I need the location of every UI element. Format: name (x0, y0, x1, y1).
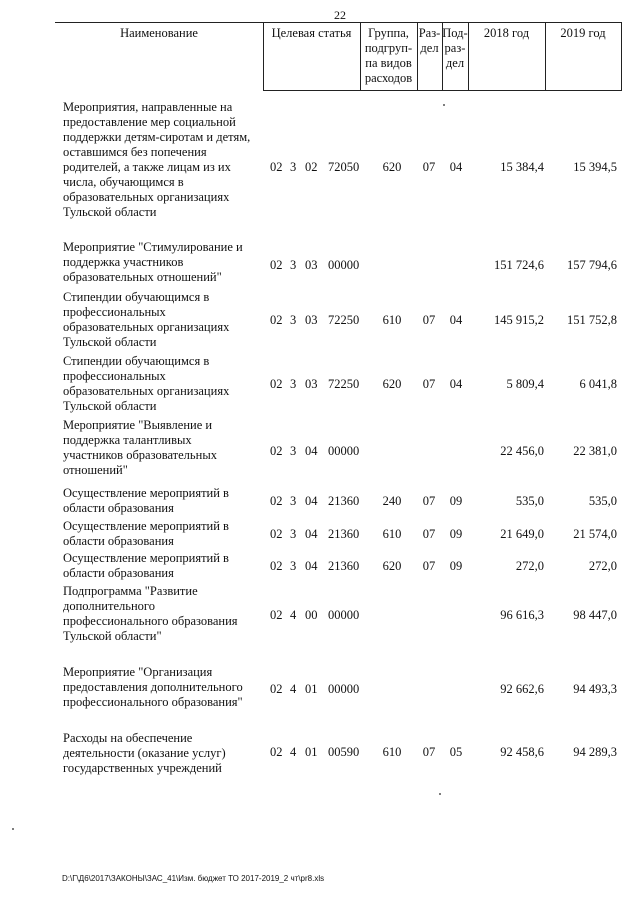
row-amount-2018: 5 809,4 (506, 377, 544, 391)
row-code-direction: 00000 (328, 608, 360, 622)
row-code-program: 02 (270, 745, 283, 759)
row-amount-2018: 96 616,3 (500, 608, 544, 622)
row-amount-2019: 535,0 (588, 494, 617, 508)
row-name: Мероприятие "Организация предоставления дополнительного профессионального образования" (63, 665, 243, 709)
row-amount-2018: 272,0 (515, 559, 544, 573)
row-code-subprogram: 3 (290, 444, 297, 458)
header-group-line: подгруп- (364, 41, 413, 55)
row-subsection: 09 (449, 527, 463, 541)
header-section (417, 26, 442, 56)
row-group: 610 (382, 527, 402, 541)
row-code-program: 02 (270, 559, 283, 573)
row-code-direction: 72250 (328, 377, 360, 391)
row-amount-2018: 21 649,0 (500, 527, 544, 541)
row-code-direction: 72050 (328, 160, 360, 174)
row-subsection: 09 (449, 494, 463, 508)
header-section-line: дел (420, 41, 439, 55)
row-name: Стипендии обучающимся в профессиональных образовательных организациях Тульской области (63, 354, 230, 413)
row-amount-2018: 92 662,6 (500, 682, 544, 696)
row-code-direction: 00000 (328, 444, 360, 458)
row-amount-2019: 94 289,3 (573, 745, 617, 759)
row-name: Подпрограмма "Развитие дополнительного профессионального образования Тульской области" (63, 584, 238, 643)
row-amount-2019: 22 381,0 (573, 444, 617, 458)
row-code-direction: 21360 (328, 494, 360, 508)
row-subsection: 04 (449, 377, 463, 391)
row-section: 07 (422, 559, 436, 573)
row-code-program: 02 (270, 160, 283, 174)
row-code-direction: 21360 (328, 527, 360, 541)
row-code-program: 02 (270, 608, 283, 622)
row-group: 620 (382, 160, 402, 174)
row-code-event: 02 (305, 160, 318, 174)
row-subsection: 04 (449, 313, 463, 327)
header-subsection (442, 26, 468, 71)
header-group-line: Группа, (368, 26, 409, 40)
footer-file-path: D:\Г\Д6\2017\ЗАКОНЫ\ЗАС_41\Изм. бюджет ТО 2017-2019_2 чт\pr8.xls (62, 874, 325, 883)
row-group: 610 (382, 313, 402, 327)
row-subsection: 04 (449, 160, 463, 174)
row-group: 240 (382, 494, 402, 508)
row-code-event: 04 (305, 494, 318, 508)
header-target-article: Целевая статья (271, 26, 352, 40)
row-code-direction: 21360 (328, 559, 360, 573)
row-code-subprogram: 3 (290, 160, 297, 174)
header-name: Наименование (120, 26, 198, 40)
row-amount-2018: 22 456,0 (500, 444, 544, 458)
row-section: 07 (422, 527, 436, 541)
row-name: Осуществление мероприятий в области образования (63, 551, 229, 580)
row-amount-2019: 157 794,6 (567, 258, 617, 272)
row-section: 07 (422, 745, 436, 759)
row-name: Стипендии обучающимся в профессиональных образовательных организациях Тульской области (63, 290, 230, 349)
header-subsection-line: раз- (444, 41, 466, 55)
row-amount-2018: 15 384,4 (500, 160, 544, 174)
scan-speck (12, 828, 14, 830)
row-code-program: 02 (270, 527, 283, 541)
row-name: Расходы на обеспечение деятельности (оказание услуг) государственных учреждений (63, 731, 226, 775)
row-name: Осуществление мероприятий в области образования (63, 486, 229, 515)
row-code-subprogram: 3 (290, 377, 297, 391)
row-code-direction: 00590 (328, 745, 360, 759)
row-section: 07 (422, 377, 436, 391)
row-code-subprogram: 4 (290, 682, 297, 696)
table-header (55, 22, 621, 91)
row-group: 620 (382, 377, 402, 391)
row-amount-2019: 6 041,8 (579, 377, 617, 391)
row-amount-2019: 15 394,5 (573, 160, 617, 174)
row-amount-2018: 151 724,6 (494, 258, 544, 272)
row-code-event: 03 (305, 258, 318, 272)
row-subsection: 05 (449, 745, 463, 759)
row-code-subprogram: 3 (290, 258, 297, 272)
row-name: Мероприятия, направленные на предоставление мер социальной поддержки детям-сиротам и детям, оставшимся без попечения родителей, а также лицам из их числа, обучающимся в образовательных организациях Тульской области (63, 100, 251, 219)
header-group-line: расходов (364, 71, 413, 85)
row-code-direction: 72250 (328, 313, 360, 327)
row-code-event: 04 (305, 559, 318, 573)
row-name: Осуществление мероприятий в области образования (63, 519, 229, 548)
row-section: 07 (422, 313, 436, 327)
row-code-program: 02 (270, 258, 283, 272)
row-code-subprogram: 3 (290, 494, 297, 508)
header-2018: 2018 год (483, 26, 530, 40)
row-code-program: 02 (270, 444, 283, 458)
row-subsection: 09 (449, 559, 463, 573)
row-code-event: 00 (305, 608, 318, 622)
row-amount-2019: 94 493,3 (573, 682, 617, 696)
row-amount-2018: 92 458,6 (500, 745, 544, 759)
row-amount-2019: 151 752,8 (567, 313, 617, 327)
row-amount-2019: 272,0 (588, 559, 617, 573)
row-code-subprogram: 3 (290, 313, 297, 327)
scan-speck (443, 104, 445, 106)
row-name: Мероприятие "Стимулирование и поддержка участников образовательных отношений" (63, 240, 243, 284)
header-subsection-line: дел (445, 56, 465, 70)
row-code-event: 03 (305, 377, 318, 391)
header-group (360, 26, 417, 86)
row-code-program: 02 (270, 377, 283, 391)
row-group: 620 (382, 559, 402, 573)
row-amount-2019: 98 447,0 (573, 608, 617, 622)
row-code-subprogram: 3 (290, 559, 297, 573)
row-code-subprogram: 3 (290, 527, 297, 541)
header-group-line: па видов (365, 56, 412, 70)
header-subsection-line: Под- (442, 26, 468, 40)
row-code-program: 02 (270, 313, 283, 327)
row-code-subprogram: 4 (290, 745, 297, 759)
row-code-event: 03 (305, 313, 318, 327)
row-code-event: 01 (305, 745, 318, 759)
row-code-event: 04 (305, 527, 318, 541)
header-2019: 2019 год (560, 26, 606, 40)
row-amount-2019: 21 574,0 (573, 527, 617, 541)
row-section: 07 (422, 494, 436, 508)
row-amount-2018: 145 915,2 (494, 313, 544, 327)
row-name: Мероприятие "Выявление и поддержка талантливых участников образовательных отношений" (63, 418, 217, 477)
row-code-event: 04 (305, 444, 318, 458)
scan-speck (439, 793, 441, 795)
row-code-subprogram: 4 (290, 608, 297, 622)
page-number: 22 (334, 8, 346, 22)
row-code-program: 02 (270, 494, 283, 508)
row-code-event: 01 (305, 682, 318, 696)
row-code-program: 02 (270, 682, 283, 696)
row-group: 610 (382, 745, 402, 759)
row-section: 07 (422, 160, 436, 174)
row-amount-2018: 535,0 (515, 494, 544, 508)
row-code-direction: 00000 (328, 682, 360, 696)
row-code-direction: 00000 (328, 258, 360, 272)
header-section-line: Раз- (418, 26, 441, 40)
